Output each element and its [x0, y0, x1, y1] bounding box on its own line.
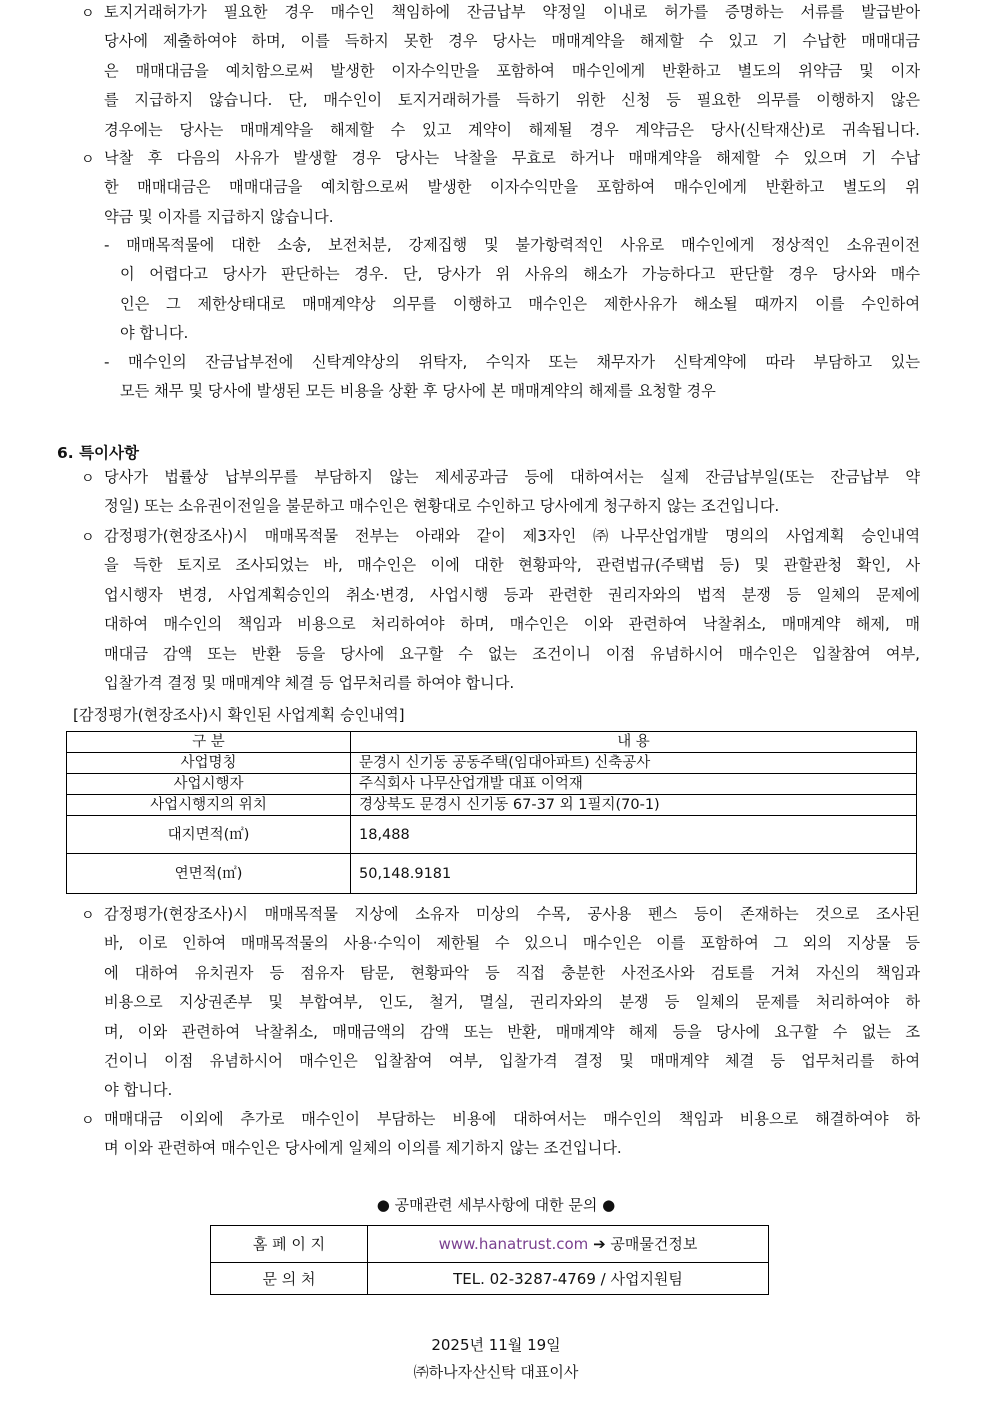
contact-label: 문 의 처 [211, 1263, 368, 1295]
table-header-cell: 내 용 [351, 732, 917, 753]
table-row [67, 774, 917, 795]
text-line: 약금 및 이자를 지급하지 않습니다. [104, 207, 334, 226]
inquiry-title: ● 공매관련 세부사항에 대한 문의 ● [376, 1196, 616, 1214]
bullet-icon: ㅇ [81, 471, 95, 487]
text-line: 당사가 법률상 납부의무를 부담하지 않는 제세공과금 등에 대하여서는 실제 잔금납부일(또는 잔금납부 약 [104, 468, 920, 486]
homepage-suffix: 공매물건정보 [610, 1235, 698, 1253]
table-row [67, 816, 917, 854]
text-line: 정일) 또는 소유권이전일을 불문하고 매수인은 현황대로 수인하고 당사에게 청구하지 않는 조건입니다. [104, 497, 780, 516]
text-line: 매대금 감액 또는 반환 등을 당사에 요구할 수 없는 조건이니 이점 유념하시어 매수인은 입찰참여 여부, [104, 644, 920, 663]
table-cell-label: 사업시행자 [67, 774, 351, 795]
text-line: 모든 채무 및 당사에 발생된 모든 비용을 상환 후 당사에 본 매매계약의 해제를 요청할 경우 [120, 382, 716, 401]
section6-heading: 6. 특이사항 [57, 444, 139, 462]
bullet-icon: ㅇ [81, 1113, 95, 1129]
table-header-row [67, 732, 917, 753]
text-line: 인은 그 제한상태대로 매매계약상 의무를 이행하고 매수인은 제한사유가 해소될 때까지 이를 수인하여 [120, 294, 920, 313]
text-line: 토지거래허가가 필요한 경우 매수인 책임하에 잔금납부 약정일 이내로 허가를 증명하는 서류를 발급받아 [104, 3, 920, 21]
table-cell-label: 연면적(㎡) [67, 854, 351, 894]
table-row [67, 753, 917, 774]
text-line: 건이니 이점 유념하시어 매수인은 입찰참여 여부, 입찰가격 결정 및 매매계약 체결 등 업무처리를 하여 [104, 1052, 920, 1070]
text-line: 며 이와 관련하여 매수인은 당사에게 일체의 이의를 제기하지 않는 조건입니다. [104, 1139, 622, 1158]
table-cell-label: 사업명칭 [67, 753, 351, 774]
homepage-label: 홈 페 이 지 [211, 1226, 368, 1263]
text-line: 이 어렵다고 당사가 판단하는 경우. 단, 당사가 위 사유의 해소가 가능하다고 판단할 경우 당사와 매수 [120, 265, 920, 284]
homepage-link[interactable]: www.hanatrust.com [438, 1235, 589, 1253]
table-cell-value: 경상북도 문경시 신기동 67-37 외 1필지(70-1) [351, 795, 917, 816]
text-line: 감정평가(현장조사)시 매매목적물 지상에 소유자 미상의 수목, 공사용 펜스 등이 존재하는 것으로 조사된 [104, 905, 920, 923]
text-line: 바, 이로 인하여 매매목적물의 사용·수익이 제한될 수 있으니 매수인은 이를 포함하여 그 외의 지상물 등 [104, 934, 920, 953]
text-line: 업시행자 변경, 사업계획승인의 취소·변경, 사업시행 등과 관련한 권리자와의 법적 분쟁 등 일체의 문제에 [104, 585, 920, 604]
approval-table [66, 731, 917, 894]
text-line: 에 대하여 유치권자 등 점유자 탐문, 현황파악 등 직접 충분한 사전조사와 검토를 거쳐 자신의 책임과 [104, 963, 920, 982]
text-line: 며, 이와 관련하여 낙찰취소, 매매금액의 감액 또는 반환, 매매계약 해제 등을 당사에 요구할 수 없는 조 [104, 1022, 920, 1041]
text-line: 을 득한 토지로 조사되었는 바, 매수인은 이에 대한 현황파악, 관련법규(주택법 등) 및 관할관청 확인, 사 [104, 556, 920, 575]
text-line: 대하여 매수인의 책임과 비용으로 처리하여야 하며, 매수인은 이와 관련하여 낙찰취소, 매매계약 해제, 매 [104, 615, 920, 634]
bullet-icon: ㅇ [81, 908, 95, 924]
table-cell-label: 사업시행지의 위치 [67, 795, 351, 816]
text-line: 낙찰 후 다음의 사유가 발생할 경우 당사는 낙찰을 무효로 하거나 매매계약을 해제할 수 있으며 기 수납 [104, 149, 920, 167]
text-line: 비용으로 지상권존부 및 부합여부, 인도, 철거, 멸실, 권리자와의 분쟁 등 일체의 문제를 처리하여야 하 [104, 993, 920, 1012]
inquiry-table [210, 1225, 769, 1295]
inquiry-row [211, 1263, 769, 1295]
text-line: 한 매매대금은 매매대금을 예치함으로써 발생한 이자수익만을 포함하여 매수인에게 반환하고 별도의 위 [104, 178, 920, 197]
bullet-icon: ㅇ [81, 152, 95, 168]
footer-date: 2025년 11월 19일 [431, 1336, 561, 1354]
text-line: 매매대금 이외에 추가로 매수인이 부담하는 비용에 대하여서는 매수인의 책임과 비용으로 해결하여야 하 [104, 1110, 920, 1128]
text-line: 를 지급하지 않습니다. 단, 매수인이 토지거래허가를 득하기 위한 신청 등 필요한 의무를 이행하지 않은 [104, 91, 920, 110]
text-line: 은 매매대금을 예치함으로써 발생한 이자수익만을 포함하여 매수인에게 반환하고 별도의 위약금 및 이자 [104, 61, 920, 80]
inquiry-row [211, 1226, 769, 1263]
table-cell-value: 50,148.9181 [351, 854, 917, 894]
text-line: - 매매목적물에 대한 소송, 보전처분, 강제집행 및 불가항력적인 사유로 매수인에게 정상적인 소유권이전 [104, 236, 920, 254]
homepage-value [368, 1226, 769, 1263]
table-cell-label: 대지면적(㎡) [67, 816, 351, 854]
text-line: 감정평가(현장조사)시 매매목적물 전부는 아래와 같이 제3자인 ㈜나무산업개발 명의의 사업계획 승인내역 [104, 527, 920, 545]
footer-company: ㈜하나자산신탁 대표이사 [413, 1363, 579, 1381]
text-line: 당사에 제출하여야 하며, 이를 득하지 못한 경우 당사는 매매계약을 해제할 수 있고 기 수납한 매매대금 [104, 32, 920, 51]
table-cell-value: 18,488 [351, 816, 917, 854]
table-header-cell: 구 분 [67, 732, 351, 753]
arrow-icon: ➔ [593, 1235, 606, 1253]
text-line: - 매수인의 잔금납부전에 신탁계약상의 위탁자, 수익자 또는 채무자가 신탁계약에 따라 부담하고 있는 [104, 353, 920, 371]
text-line: 야 합니다. [104, 1081, 173, 1100]
table-caption: [감정평가(현장조사)시 확인된 사업계획 승인내역] [73, 706, 405, 724]
table-cell-value: 문경시 신기동 공동주택(임대아파트) 신축공사 [351, 753, 917, 774]
bullet-icon: ㅇ [81, 530, 95, 546]
text-line: 야 합니다. [120, 324, 189, 343]
text-line: 입찰가격 결정 및 매매계약 체결 등 업무처리를 하여야 합니다. [104, 674, 515, 692]
table-cell-value: 주식회사 나무산업개발 대표 이억재 [351, 774, 917, 795]
contact-value: TEL. 02-3287-4769 / 사업지원팀 [368, 1263, 769, 1295]
bullet-icon: ㅇ [81, 6, 95, 22]
table-row [67, 854, 917, 894]
table-row [67, 795, 917, 816]
text-line: 경우에는 당사는 매매계약을 해제할 수 있고 계약이 해제될 경우 계약금은 당사(신탁재산)로 귀속됩니다. [104, 120, 920, 139]
